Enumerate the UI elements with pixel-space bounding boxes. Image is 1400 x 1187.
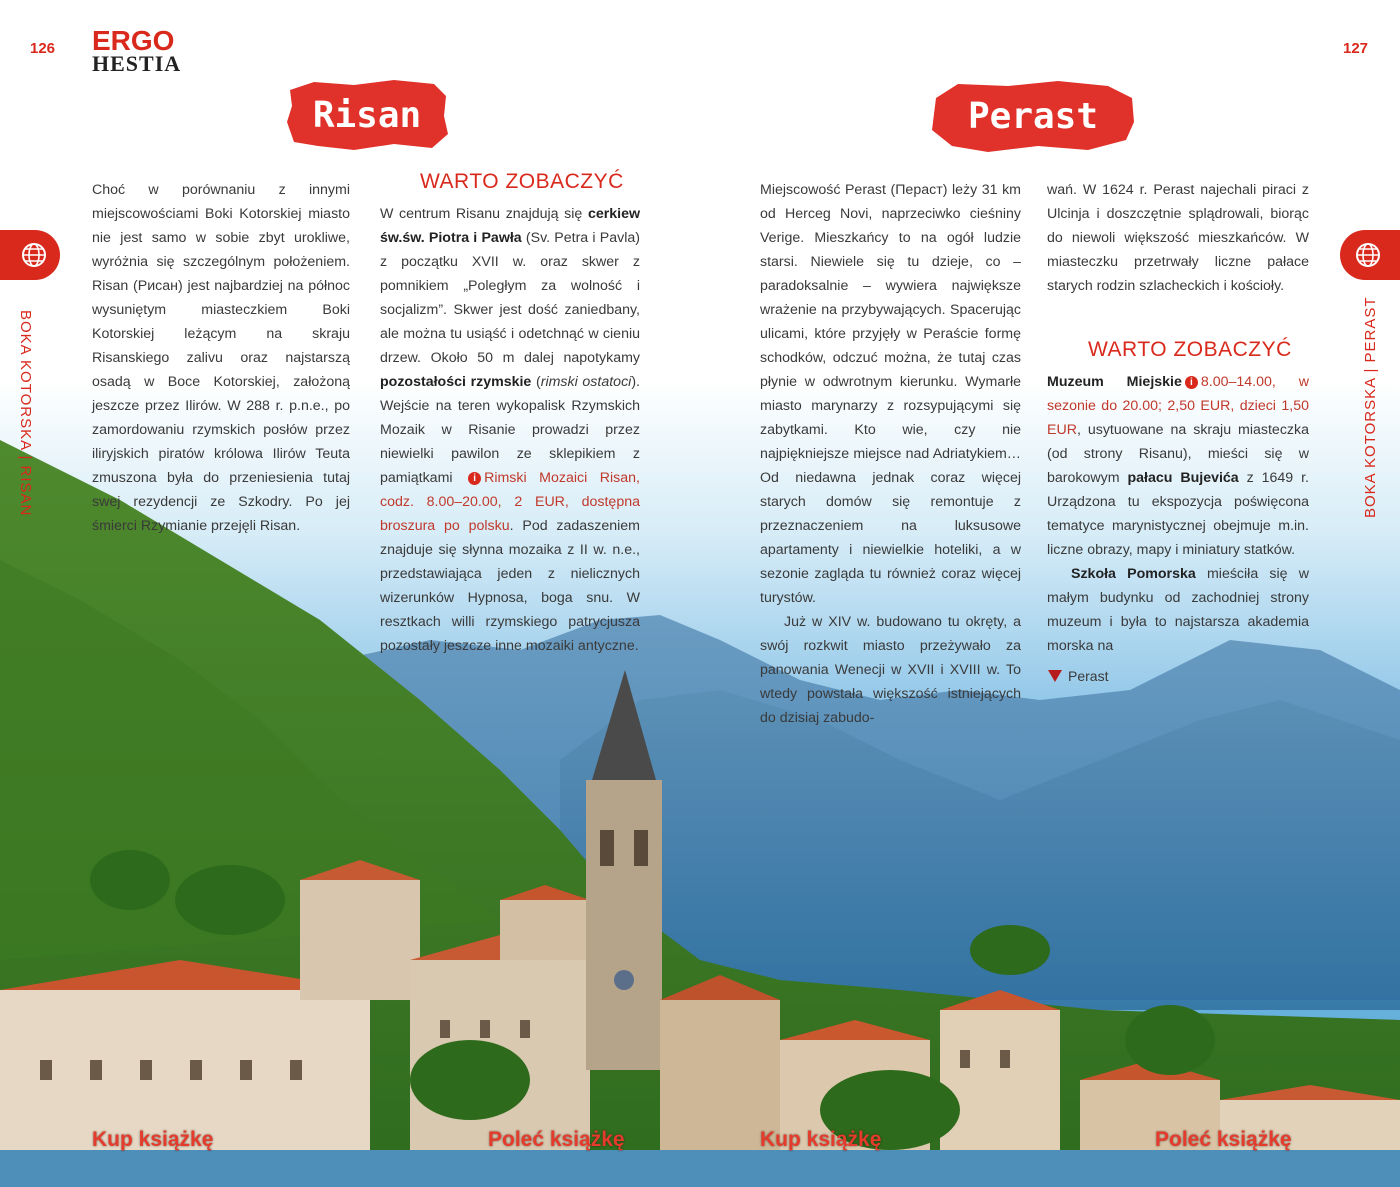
opening-hours-info: Rimski Mozaici Risan, codz. 8.00–20.00, 2 EUR, dostępna broszura po polsku <box>380 470 640 534</box>
risan-sights-paragraph <box>380 202 640 658</box>
page-number-right: 127 <box>1343 40 1369 57</box>
roman-remains-name: pozostałości rzymskie <box>380 374 532 390</box>
info-icon: i <box>1185 376 1198 389</box>
logo-line-2: HESTIA <box>92 51 182 76</box>
risan-sights-column <box>380 202 640 658</box>
museum-hours-info: 8.00–14.00, w sezonie do 20.00; 2,50 EUR, dzieci 1,50 EUR <box>1047 374 1309 438</box>
buy-book-link-right[interactable]: Kup książkę <box>760 1128 882 1151</box>
page-number-left: 126 <box>30 40 56 57</box>
info-icon: i <box>468 472 481 485</box>
school-name: Szkoła Pomorska <box>1071 566 1196 582</box>
side-label-right: BOKA KOTORSKA | PERAST <box>1362 296 1379 518</box>
school-paragraph <box>1047 562 1309 658</box>
side-label-left: BOKA KOTORSKA | RISAN <box>17 310 34 517</box>
logo-line-1: ERGO <box>92 25 175 56</box>
risan-section-heading: WARTO ZOBACZYĆ <box>420 170 624 193</box>
caption-text: Perast <box>1068 668 1109 684</box>
perast-history-column <box>1047 178 1309 298</box>
text-run: , usytuowane na skraju miasteczka (od strony Risanu), mieści się w barokowym <box>1047 422 1309 486</box>
perast-title-banner <box>928 76 1138 156</box>
perast-title: Perast <box>967 95 1099 137</box>
risan-intro-column <box>92 178 350 538</box>
ergo-hestia-logo <box>92 25 182 76</box>
side-tab-right <box>1340 230 1400 280</box>
museum-name: Muzeum Miejskie <box>1047 374 1182 390</box>
palace-name: pałacu Bujevića <box>1127 470 1239 486</box>
perast-section-heading: WARTO ZOBACZYĆ <box>1088 338 1292 361</box>
text-run: z 1649 r. Urządzona tu ekspozycja poświęcona tematyce marynistycznej obejmuje m.in. liczne obrazy, mapy i miniatury statków. <box>1047 470 1310 558</box>
text-run: (Sv. Petra i Pavla) z początku XVII w. oraz skwer z pomnikiem „Poległym za wolność i socjalizm”. Skwer jest dość zaniedbany, ale można tu usiąść i odetchnąć w cieniu drzew. Około 50 m dalej napotykamy <box>380 230 640 366</box>
text-run: ). Wejście na teren wykopalisk Rzymskich Mozaik w Risanie prowadzi przez niewielki pawilon ze sklepikiem z pamiątkami <box>380 374 640 486</box>
globe-icon <box>20 241 48 269</box>
perast-sights-column <box>1047 370 1309 658</box>
buy-book-link-left[interactable]: Kup książkę <box>92 1128 214 1151</box>
risan-title: Risan <box>312 94 422 136</box>
text-run: mieściła się w małym budynku od zachodniej strony muzeum i była to najstarsza akademia morska na <box>1047 566 1310 654</box>
perast-history-paragraph: wań. W 1624 r. Perast najechali piraci z Ulcinja i doszczętnie splądrowali, biorąc do niewoli większość mieszkańców. W miasteczku przetrwały liczne pałace starych rodzin szlacheckich i kościoły. <box>1047 182 1309 294</box>
risan-intro-paragraph: Choć w porównaniu z innymi miejscowościami Boki Kotorskiej miasto nie jest samo w sobie zbyt urokliwe, wyróżnia się szczególnym położeniem. Risan (Рисан) jest najbardziej na północ wysuniętym miasteczkiem Boki Kotorskiej leżącym na skraju Risanskiego zalivu oraz najstarszą osadą w Boce Kotorskiej, założoną jeszcze przez Ilirów. W 288 r. p.n.e., po zamordowaniu rzymskich posłów przez iliryjskich piratów królowa Ilirów Teuta zmuszona była do przeniesienia tutaj swej rezydencji ze Szkodry. Po jej śmierci Rzymianie przejęli Risan. <box>92 182 350 534</box>
text-run: . Pod zadaszeniem znajduje się słynna mozaika z II w. n.e., przedstawiająca jeden z nielicznych wizerunków Hypnosa, boga snu. W resztkach willi rzymskiego patrycjusza pozostały jeszcze inne mozaiki antyczne. <box>380 518 640 654</box>
perast-intro-column <box>760 178 1021 730</box>
caption-triangle-icon <box>1048 670 1062 682</box>
risan-title-banner <box>284 76 450 154</box>
globe-icon <box>1354 241 1382 269</box>
side-tab-left <box>0 230 60 280</box>
perast-intro-paragraph-1: Miejscowość Perast (Пераст) leży 31 km od Herceg Novi, naprzeciwko cieśniny Verige. Mieszkańcy to na ogół ludzie starsi. Niewiele się tu dzieje, co – paradoksalnie – wywiera największe wrażenie na przybywających. Spacerując ulicami, które przyjęły w Peraście formę schodków, odczuć można, że tutaj czas płynie w odwrotnym kierunku. Wymarłe miasto marynarzy z rozsypującymi się zabytkami. Kto wie, czy nie najpiękniejsze miejsce nad Adriatykiem… Od niedawna jednak coraz więcej starych domów się remontuje z przeznaczeniem na luksusowe apartamenty i niewielkie hoteliki, a w sezonie zagląda tu również coraz więcej turystów. <box>760 182 1021 606</box>
museum-paragraph <box>1047 370 1309 562</box>
text-run: W centrum Risanu znajdują się <box>380 206 588 222</box>
local-name: rimski ostatoci <box>540 374 632 390</box>
church-name: cerkiew św.św. Piotra i Pawła <box>380 206 640 246</box>
recommend-book-link-left[interactable]: Poleć książkę <box>488 1128 625 1151</box>
perast-intro-paragraph-2: Już w XIV w. budowano tu okręty, a swój rozkwit miasto przeżywało za panowania Wenecji w XVII i XVIII w. To wtedy powstała większość istniejących do dzisiaj zabudo- <box>760 614 1021 726</box>
photo-caption <box>1048 668 1108 684</box>
text-run: ( <box>531 374 541 390</box>
recommend-book-link-right[interactable]: Poleć książkę <box>1155 1128 1292 1151</box>
